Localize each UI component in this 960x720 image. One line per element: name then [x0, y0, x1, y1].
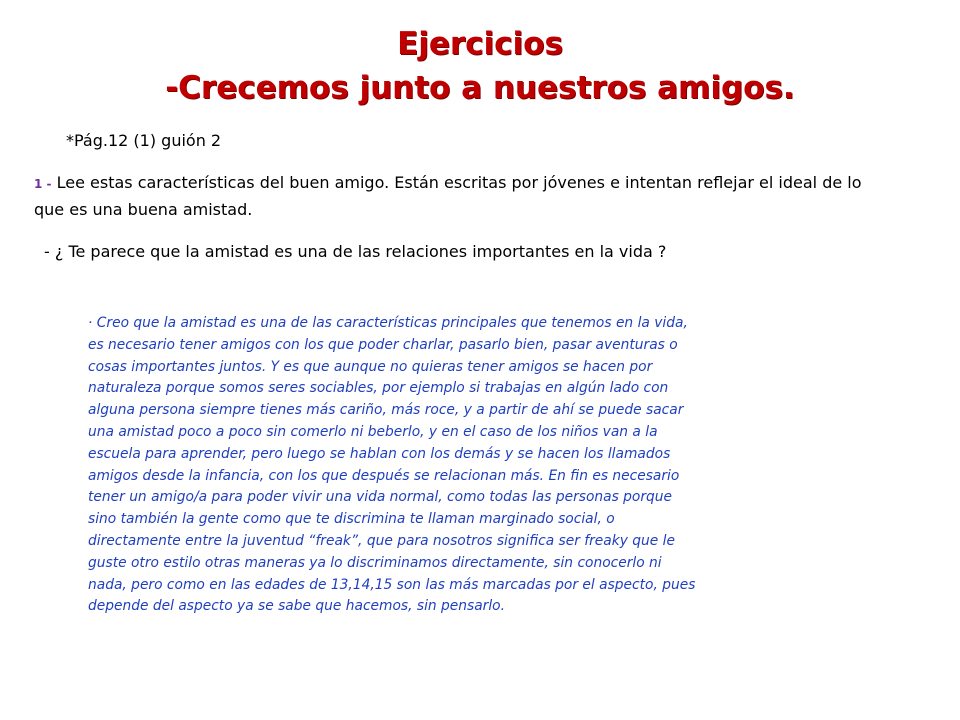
answer-line: amigos desde la infancia, con los que después se relacionan más. En fin es necesario [88, 467, 680, 484]
answer-line: · Creo que la amistad es una de las características principales que tenemos en la vida, [88, 315, 688, 331]
answer-line: sino también la gente como que te discrimina te llaman marginado social, o [88, 511, 615, 528]
answer-line: tener un amigo/a para poder vivir una vida normal, como todas las personas porque [88, 489, 673, 506]
answer-line: naturaleza porque somos seres sociables, por ejemplo si trabajas en algún lado con [88, 380, 669, 397]
answer-line: guste otro estilo otras maneras ya lo discriminamos directamente, sin conocerlo ni [88, 554, 662, 571]
title-line-2: -Crecemos junto a nuestros amigos. [165, 70, 795, 106]
answer-line: escuela para aprender, pero luego se hablan con los demás y se hacen los llamados [88, 445, 671, 462]
answer-line: alguna persona siempre tienes más cariño, más roce, y a partir de ahí se puede sacar [88, 402, 684, 419]
question-1 [34, 170, 864, 223]
answer-line: una amistad poco a poco sin comerlo ni beberlo, y en el caso de los niños van a la [88, 423, 658, 440]
answer-line: depende del aspecto ya se sabe que hacemos, sin pensarlo. [88, 598, 505, 615]
question-1-number: 1 - [34, 177, 52, 191]
answer-paragraph [88, 313, 848, 618]
page-reference: *Pág.12 (1) guión 2 [66, 131, 222, 150]
answer-line: cosas importantes juntos. Y es que aunque no quieras tener amigos se hacen por [88, 358, 653, 375]
page-title [0, 22, 960, 110]
question-1-text: Lee estas características del buen amigo. Están escritas por jóvenes e intentan reflejar el ideal de lo que es una buena amistad. [34, 173, 862, 219]
answer-line: directamente entre la juventud “freak”, que para nosotros significa ser freaky que le [88, 532, 675, 549]
answer-line: es necesario tener amigos con los que poder charlar, pasarlo bien, pasar aventuras o [88, 336, 678, 353]
question-2: - ¿ Te parece que la amistad es una de las relaciones importantes en la vida ? [44, 242, 667, 261]
answer-line: nada, pero como en las edades de 13,14,15 son las más marcadas por el aspecto, pues [88, 576, 696, 593]
title-line-1: Ejercicios [397, 26, 563, 62]
